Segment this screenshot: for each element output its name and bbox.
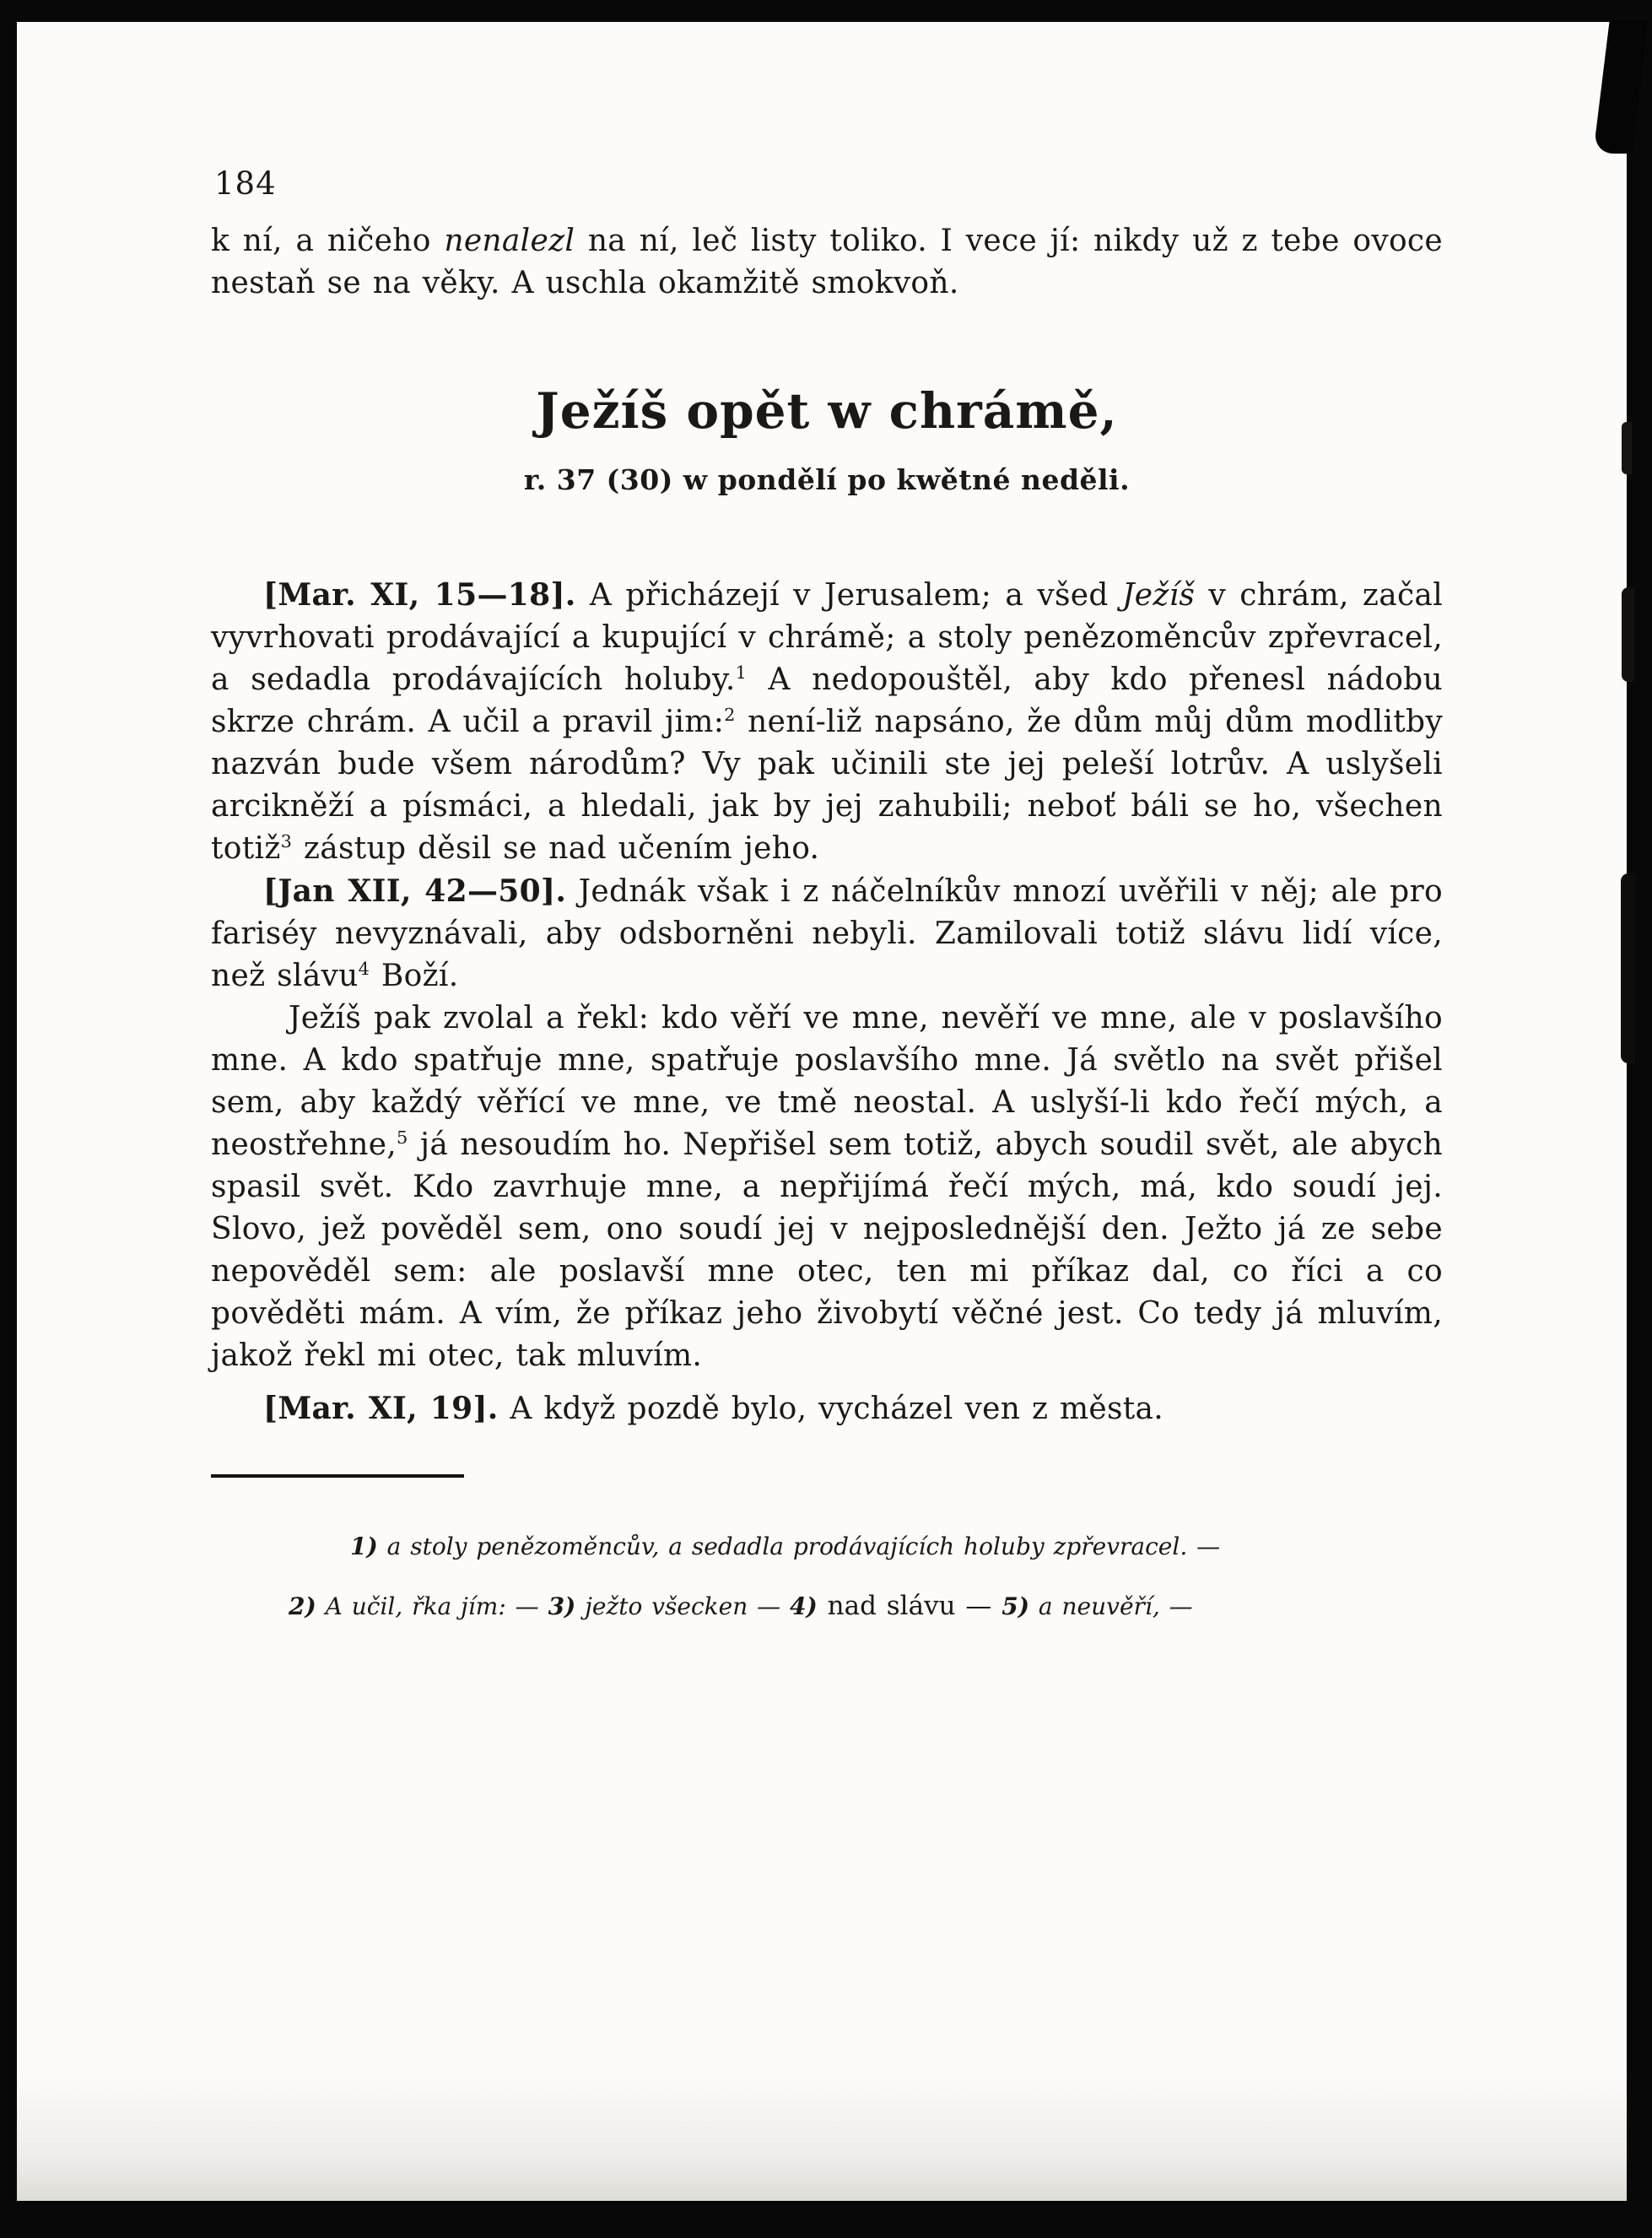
footnote-marker: 3 [280, 831, 293, 851]
page-number: 184 [214, 165, 277, 202]
footnote-number: 3) [548, 1592, 576, 1620]
intro-paragraph [211, 220, 1443, 305]
paragraph-mark-11-19 [211, 1387, 1443, 1430]
footnote-separator [211, 1474, 464, 1478]
emphasized-text: nenalezl [444, 224, 575, 258]
text-run: A přicházejí v Jerusalem; a všed [575, 578, 1122, 613]
text-run: v chrám, začal vyvrhovati prodávající a kupující v chrámě; a stoly penězoměncův zpřevracel, a sedadla prodávajících holuby. [211, 578, 1444, 697]
text-run: A když pozdě bylo, vycházel ven z města. [498, 1392, 1164, 1426]
text-run: na ní, leč listy toliko. I vece jí: nikdy už z tebe ovoce nestaň se na věky. A uschla okamžitě smokvoň. [211, 224, 1444, 300]
footnote-line [211, 1586, 1443, 1627]
footnote-number: 2) [289, 1592, 316, 1620]
book-page [17, 22, 1627, 2201]
text-run: k ní, a ničeho [211, 224, 445, 258]
footnote-number: 4) [790, 1592, 818, 1620]
footnote-marker: 5 [397, 1127, 408, 1148]
scan-shadow [17, 2074, 1627, 2201]
text-run: Jednák však i z náčelníkův mnozí uvěřili v něj; ale pro fariséy nevyznávali, aby odsborněni nebyli. Zamilovali totiž slávu lidí více, než slávu [211, 874, 1443, 993]
footnote-marker: 4 [358, 959, 370, 979]
text-run: není-liž napsáno, že dům můj dům modlitby nazván bude všem národům? Vy pak učinili ste jej peleší lotrův. A uslyšeli arcikněží a písmáci, a hledali, jak by jej zahubili; neboť báli se ho, všechen totiž [211, 705, 1443, 866]
chapter-subheading: r. 37 (30) w pondělí po kwětné neděli. [523, 463, 1131, 496]
footnote-text: a stoly penězoměncův, a sedadla prodávajících holuby zpřevracel. — [377, 1533, 1221, 1560]
text-run: zástup děsil se nad učením jeho. [292, 831, 820, 866]
text-run: Boží. [370, 959, 459, 993]
footnote-marker: 2 [724, 705, 736, 725]
footnote-text: a neuvěří, — [1029, 1592, 1193, 1620]
footnote-text: nad slávu — [817, 1591, 1002, 1621]
paragraph-jezis-zvolal [211, 997, 1443, 1377]
footnote-text: ježto všecken — [575, 1592, 791, 1620]
scripture-reference: [Jan XII, 42—50]. [263, 873, 567, 909]
chapter-heading: Ježíš opět w chrámě, [536, 382, 1118, 440]
footnote-number: 5) [1001, 1592, 1029, 1620]
footnote-line [211, 1527, 1443, 1567]
text-run: Ježíš pak zvolal a řekl: kdo věří ve mne, nevěří ve mne, ale v poslavšího mne. A kdo spatřuje mne, spatřuje poslavšího mne. Já světlo na svět přišel sem, aby každý věřící ve mne, ve tmě neostal. A uslyší-li kdo řečí mých, a neostřehne, [211, 1001, 1443, 1162]
footnote-number: 1) [350, 1533, 378, 1560]
text-run: já nesoudím ho. Nepřišel sem totiž, abych soudil svět, ale abych spasil svět. Kdo zavrhuje mne, a nepřijímá řečí mých, má, kdo soudí jej. Slovo, jež pověděl sem, ono soudí jej v nejposlednější den. Ježto já ze sebe nepověděl sem: ale poslavší mne otec, ten mi příkaz dal, co říci a co pověděti mám. A vím, že příkaz jeho živobytí věčné jest. Co tedy já mluvím, jakož řekl mi otec, tak mluvím. [211, 1127, 1443, 1373]
emphasized-text: Ježíš [1122, 578, 1196, 613]
scripture-reference: [Mar. XI, 19]. [263, 1391, 499, 1426]
paragraph-mark-11-15 [211, 574, 1443, 870]
text-run: A nedopouštěl, aby kdo přenesl nádobu skrze chrám. A učil a pravil jim: [211, 662, 1443, 739]
scan-artifact-edge [1622, 587, 1634, 682]
scan-artifact-edge [1621, 873, 1635, 1063]
footnote-marker: 1 [735, 662, 748, 683]
scripture-reference: [Mar. XI, 15—18]. [263, 577, 576, 613]
scan-artifact-edge [1622, 422, 1632, 474]
paragraph-jan-12-42 [211, 870, 1443, 997]
footnote-text: A učil, řka jím: — [316, 1592, 548, 1620]
page-content [211, 165, 1443, 1627]
